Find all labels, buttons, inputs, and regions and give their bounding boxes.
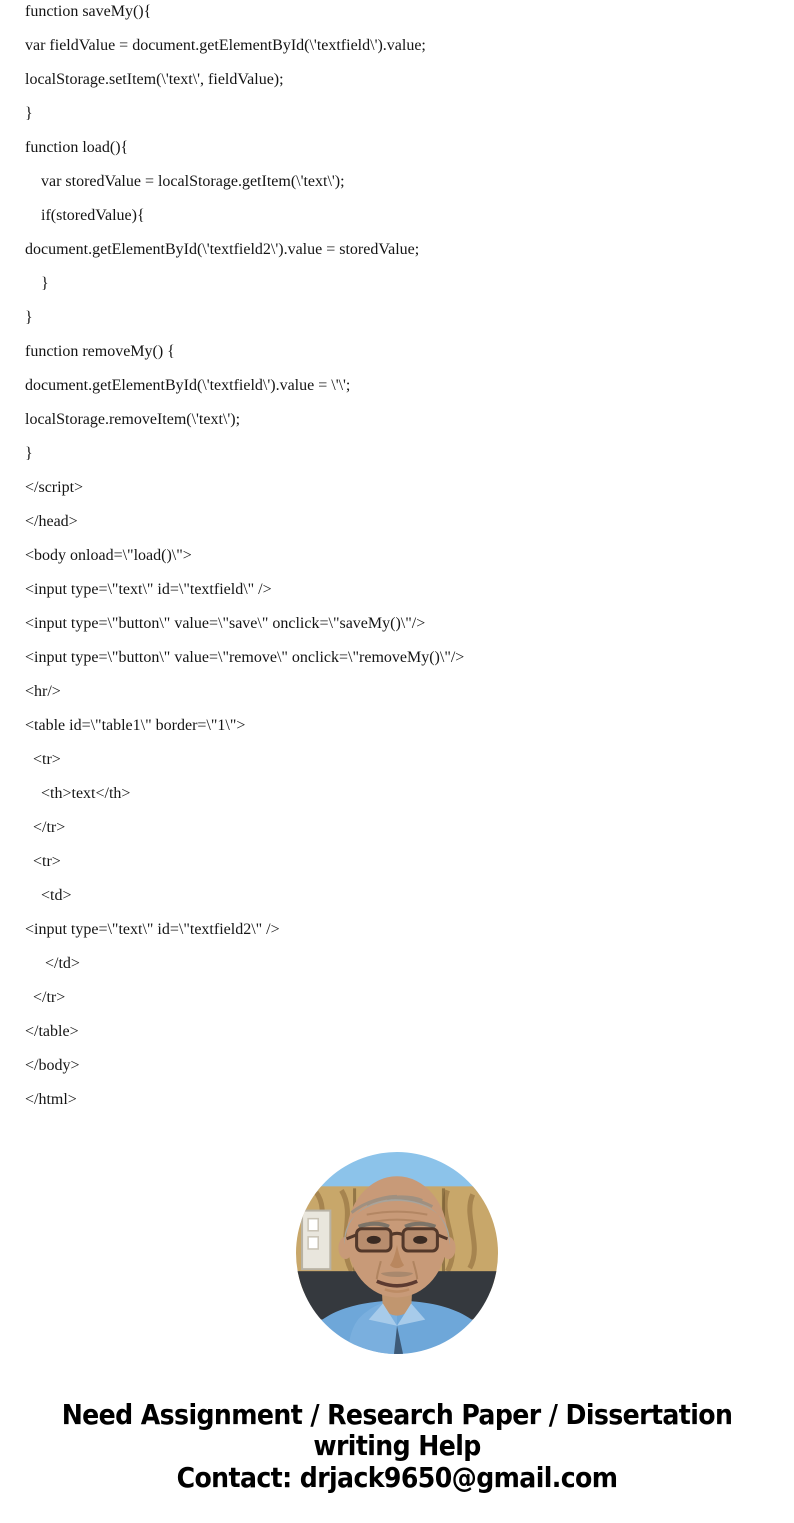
code-line: </td>	[25, 955, 80, 972]
avatar-photo-icon	[296, 1152, 498, 1354]
code-line: <input type=\"button\" value=\"save\" onclick=\"saveMy()\"/>	[25, 615, 426, 632]
code-line: document.getElementById(\'textfield2\').value = storedValue;	[25, 241, 420, 258]
code-line: localStorage.removeItem(\'text\');	[25, 411, 241, 428]
code-line: }	[25, 445, 33, 462]
code-line: function removeMy() {	[25, 343, 175, 360]
code-line: function load(){	[25, 139, 129, 156]
code-line: </head>	[25, 513, 78, 530]
code-line: <input type=\"button\" value=\"remove\" onclick=\"removeMy()\"/>	[25, 649, 465, 666]
help-heading-line1: Need Assignment / Research Paper / Dissertation	[61, 1398, 733, 1431]
code-line: <th>text</th>	[25, 785, 131, 802]
code-line: <hr/>	[25, 683, 61, 700]
help-heading-line2: writing Help	[313, 1429, 481, 1462]
code-line: <input type=\"text\" id=\"textfield\" />	[25, 581, 272, 598]
code-line: </table>	[25, 1023, 79, 1040]
code-line: }	[25, 105, 33, 122]
code-line: </tr>	[25, 819, 66, 836]
code-line: var storedValue = localStorage.getItem(\'text\');	[25, 173, 345, 190]
contact-line: Contact: drjack9650@gmail.com	[176, 1461, 618, 1494]
code-line: <td>	[25, 887, 72, 904]
code-line: </tr>	[25, 989, 66, 1006]
code-line: </body>	[25, 1057, 80, 1074]
code-line: document.getElementById(\'textfield\').value = \'\';	[25, 377, 351, 394]
code-line: }	[25, 309, 33, 326]
code-line: </script>	[25, 479, 84, 496]
code-line: if(storedValue){	[25, 207, 145, 224]
help-heading	[0, 1399, 794, 1461]
code-line: var fieldValue = document.getElementById(\'textfield\').value;	[25, 37, 426, 54]
code-line: }	[25, 275, 49, 292]
code-line: <tr>	[25, 751, 61, 768]
code-line: <body onload=\"load()\">	[25, 547, 192, 564]
footer-banner	[0, 1399, 794, 1493]
code-line: <table id=\"table1\" border=\"1\">	[25, 717, 246, 734]
code-line: <tr>	[25, 853, 61, 870]
code-line: <input type=\"text\" id=\"textfield2\" />	[25, 921, 280, 938]
avatar	[296, 1152, 498, 1354]
code-line: function saveMy(){	[25, 3, 152, 20]
code-line: localStorage.setItem(\'text\', fieldValue);	[25, 71, 284, 88]
code-line: </html>	[25, 1091, 77, 1108]
